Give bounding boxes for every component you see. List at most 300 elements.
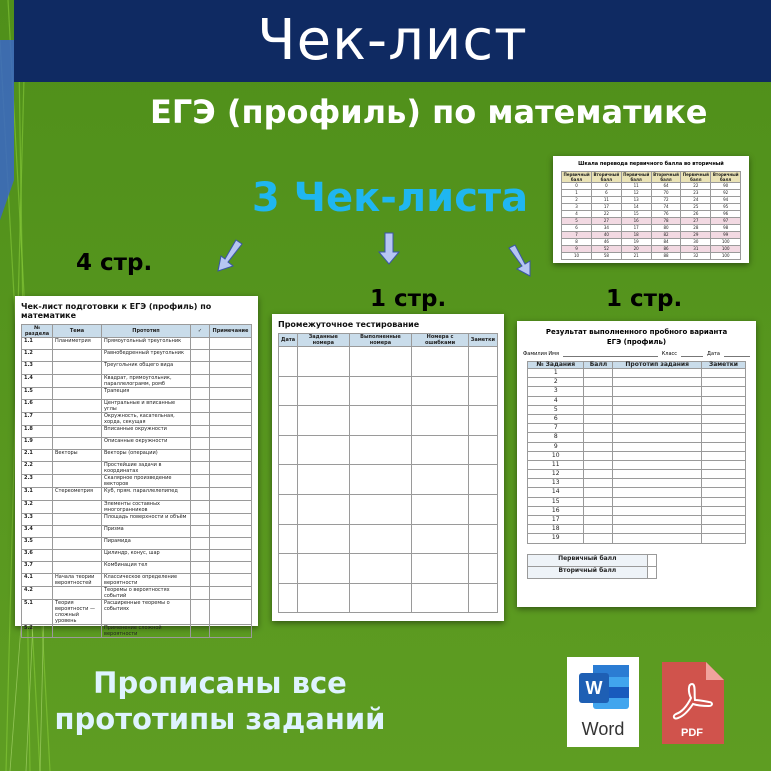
section-number: 1.5 <box>22 387 53 399</box>
prototype-cell: Окружность, касательная, хорда, секущая <box>102 412 191 425</box>
task-number: 8 <box>528 433 584 442</box>
trial-cell <box>702 396 746 405</box>
check-cell <box>191 625 210 638</box>
prototype-cell: Простейшие задачи в координатах <box>102 462 191 475</box>
note-cell <box>210 574 252 587</box>
scale-row <box>562 232 741 239</box>
scale-row <box>562 218 741 225</box>
interim-cell <box>468 494 497 524</box>
checklist-header-cell: Прототип <box>102 325 191 338</box>
scale-cell: 22 <box>592 211 622 218</box>
trial-cell <box>702 516 746 525</box>
interim-cell <box>468 583 497 613</box>
section-number: 3.1 <box>22 488 53 500</box>
trial-cell <box>584 405 613 414</box>
section-number: 1.7 <box>22 412 53 425</box>
checklist-row <box>22 537 252 549</box>
interim-cell <box>468 347 497 377</box>
interim-row <box>279 347 498 377</box>
trial-cell <box>584 525 613 534</box>
checklist-row <box>22 437 252 449</box>
scale-header-cell: Первичный балл <box>563 172 590 182</box>
check-cell <box>191 537 210 549</box>
trial-result-table <box>527 361 746 544</box>
trial-header-cell: Заметки <box>702 362 746 369</box>
checklist-row <box>22 525 252 537</box>
note-cell <box>210 625 252 638</box>
checklist-row <box>22 462 252 475</box>
prototype-cell: Центральные и вписанные углы <box>102 399 191 412</box>
checklist-row <box>22 374 252 387</box>
task-number: 15 <box>528 497 584 506</box>
scale-cell: 40 <box>592 232 622 239</box>
interim-row <box>279 406 498 436</box>
scale-row <box>562 211 741 218</box>
trial-result-title-line1: Результат выполненного пробного варианта <box>545 328 728 336</box>
interim-row <box>279 435 498 465</box>
scale-cell: 12 <box>621 190 651 197</box>
prototype-cell: Прямоугольный треугольник <box>102 338 191 350</box>
check-cell <box>191 500 210 513</box>
trial-cell <box>584 479 613 488</box>
scale-cell: 21 <box>621 253 651 260</box>
task-number: 9 <box>528 442 584 451</box>
topic-cell <box>53 550 102 562</box>
prototype-cell: Скалярное произведение векторов <box>102 475 191 488</box>
trial-cell <box>584 433 613 442</box>
scale-cell: 20 <box>621 246 651 253</box>
task-number: 19 <box>528 534 584 543</box>
checklist-row <box>22 425 252 437</box>
interim-header-cell: Выполненные номера <box>349 334 412 347</box>
scale-cell: 18 <box>621 232 651 239</box>
trial-cell <box>613 506 702 515</box>
checklist-row <box>22 350 252 362</box>
trial-cell <box>613 488 702 497</box>
interim-cell <box>468 435 497 465</box>
trial-cell <box>702 525 746 534</box>
scale-row <box>562 190 741 197</box>
note-cell <box>210 374 252 387</box>
trial-cell <box>702 424 746 433</box>
section-number: 5.1 <box>22 600 53 625</box>
scale-cell: 78 <box>651 218 681 225</box>
pages-label-middle: 1 стр. <box>370 286 447 312</box>
scale-cell: 31 <box>681 246 711 253</box>
scale-row <box>562 253 741 260</box>
section-number: 2.1 <box>22 450 53 462</box>
check-cell <box>191 513 210 525</box>
note-cell <box>210 513 252 525</box>
check-cell <box>191 562 210 574</box>
note-cell <box>210 525 252 537</box>
footer-text <box>30 665 410 737</box>
trial-row <box>528 387 746 396</box>
note-cell <box>210 387 252 399</box>
check-cell <box>191 362 210 374</box>
interim-header-cell: Номера с ошибками <box>412 334 468 347</box>
task-number: 6 <box>528 414 584 423</box>
prototype-cell: Теоремы о вероятностях событий <box>102 587 191 600</box>
word-label: Word <box>581 719 625 739</box>
check-cell <box>191 399 210 412</box>
scale-cell: 100 <box>711 253 741 260</box>
interim-cell <box>349 435 412 465</box>
summary-row <box>528 554 657 566</box>
summary-row <box>528 566 657 578</box>
checklist-title: Чек-лист подготовки к ЕГЭ (профиль) по математике <box>21 302 212 320</box>
check-cell <box>191 450 210 462</box>
check-cell <box>191 488 210 500</box>
section-number: 3.3 <box>22 513 53 525</box>
section-number: 4.2 <box>22 587 53 600</box>
note-cell <box>210 600 252 625</box>
interim-testing-table <box>278 333 498 613</box>
interim-row <box>279 465 498 495</box>
arrow-down-icon <box>377 232 401 266</box>
scale-row <box>562 246 741 253</box>
prototype-cell: Призма <box>102 525 191 537</box>
trial-header-cell: Прототип задания <box>613 362 702 369</box>
trial-row <box>528 497 746 506</box>
trial-cell <box>613 414 702 423</box>
prototype-cell: Куб, прям. параллелепипед <box>102 488 191 500</box>
task-number: 2 <box>528 378 584 387</box>
section-number: 3.2 <box>22 500 53 513</box>
interim-cell <box>412 406 468 436</box>
scale-cell: 76 <box>651 211 681 218</box>
topic-cell <box>53 525 102 537</box>
interim-cell <box>298 435 349 465</box>
trial-result-document-preview <box>517 321 756 607</box>
note-cell <box>210 362 252 374</box>
scale-cell: 8 <box>562 239 592 246</box>
task-number: 13 <box>528 479 584 488</box>
check-cell <box>191 462 210 475</box>
interim-cell <box>412 583 468 613</box>
score-scale-title: Шкала перевода первичного балла во вторичный <box>578 161 724 167</box>
scale-cell: 94 <box>711 197 741 204</box>
trial-cell <box>702 369 746 378</box>
check-cell <box>191 350 210 362</box>
topic-cell <box>53 537 102 549</box>
checklist-header-cell: № раздела <box>22 325 53 338</box>
scale-header-cell: Вторичный балл <box>653 172 679 182</box>
interim-cell <box>349 583 412 613</box>
scale-cell: 2 <box>562 197 592 204</box>
trial-row <box>528 534 746 543</box>
trial-cell <box>702 497 746 506</box>
check-cell <box>191 574 210 587</box>
prototype-cell: Векторы (операции) <box>102 450 191 462</box>
scale-cell: 24 <box>681 197 711 204</box>
scale-cell: 7 <box>562 232 592 239</box>
interim-cell <box>279 435 298 465</box>
trial-cell <box>584 506 613 515</box>
scale-cell: 80 <box>651 225 681 232</box>
scale-header-cell: Первичный балл <box>682 172 709 182</box>
note-cell <box>210 450 252 462</box>
topic-cell: Стереометрия <box>53 488 102 500</box>
scale-cell: 14 <box>621 204 651 211</box>
svg-text:W: W <box>585 678 603 698</box>
prototype-cell: Трапеция <box>102 387 191 399</box>
scale-cell: 6 <box>562 225 592 232</box>
topic-cell <box>53 387 102 399</box>
note-cell <box>210 425 252 437</box>
trial-cell <box>613 470 702 479</box>
scale-cell: 0 <box>592 183 622 190</box>
subtitle: ЕГЭ (профиль) по математике <box>150 93 708 131</box>
checklist-row <box>22 500 252 513</box>
prototype-cell: Применение сложной вероятности <box>102 625 191 638</box>
task-number: 4 <box>528 396 584 405</box>
scale-cell: 11 <box>621 183 651 190</box>
interim-cell <box>412 347 468 377</box>
note-cell <box>210 587 252 600</box>
scale-cell: 17 <box>621 225 651 232</box>
topic-cell <box>53 500 102 513</box>
note-cell <box>210 488 252 500</box>
interim-cell <box>468 406 497 436</box>
interim-row <box>279 376 498 406</box>
scale-cell: 9 <box>562 246 592 253</box>
scale-cell: 10 <box>562 253 592 260</box>
task-number: 17 <box>528 516 584 525</box>
trial-cell <box>613 516 702 525</box>
trial-cell <box>613 442 702 451</box>
scale-cell: 97 <box>711 218 741 225</box>
interim-cell <box>279 524 298 554</box>
scale-cell: 52 <box>592 246 622 253</box>
interim-cell <box>298 465 349 495</box>
note-cell <box>210 500 252 513</box>
note-cell <box>210 412 252 425</box>
check-cell <box>191 374 210 387</box>
section-number: 3.4 <box>22 525 53 537</box>
prototype-cell: Описанные окружности <box>102 437 191 449</box>
interim-cell <box>349 554 412 584</box>
trial-cell <box>584 396 613 405</box>
scale-cell: 95 <box>711 204 741 211</box>
prototype-cell: Классическое определение вероятности <box>102 574 191 587</box>
checklist-row <box>22 475 252 488</box>
trial-cell <box>613 451 702 460</box>
topic-cell: Начала теории вероятностей <box>53 574 102 587</box>
trial-cell <box>702 470 746 479</box>
interim-cell <box>298 347 349 377</box>
checklist-row <box>22 550 252 562</box>
scale-cell: 15 <box>621 211 651 218</box>
interim-testing-document-preview <box>272 314 504 621</box>
interim-cell <box>349 347 412 377</box>
interim-cell <box>468 465 497 495</box>
check-cell <box>191 412 210 425</box>
checklist-document-preview <box>15 296 258 638</box>
scale-row <box>562 183 741 190</box>
topic-cell <box>53 475 102 488</box>
trial-cell <box>702 479 746 488</box>
word-file-icon <box>567 657 639 747</box>
topic-cell <box>53 412 102 425</box>
prototype-cell: Расширенные теоремы о событиях <box>102 600 191 625</box>
trial-cell <box>613 479 702 488</box>
trial-row <box>528 479 746 488</box>
prototype-cell: Равнобедренный треугольник <box>102 350 191 362</box>
trial-cell <box>613 378 702 387</box>
trial-cell <box>613 387 702 396</box>
interim-cell <box>279 494 298 524</box>
interim-cell <box>468 524 497 554</box>
trial-row <box>528 414 746 423</box>
interim-header-cell: Дата <box>279 334 298 347</box>
trial-row <box>528 396 746 405</box>
interim-cell <box>349 465 412 495</box>
task-number: 7 <box>528 424 584 433</box>
trial-header-cell: № Задания <box>528 362 584 369</box>
trial-cell <box>702 433 746 442</box>
interim-cell <box>412 494 468 524</box>
trial-row <box>528 460 746 469</box>
prototype-cell: Пирамида <box>102 537 191 549</box>
scale-cell: 84 <box>651 239 681 246</box>
note-cell <box>210 338 252 350</box>
scale-header-cell: Вторичный балл <box>593 172 620 182</box>
scale-cell: 3 <box>562 204 592 211</box>
section-number: 1.9 <box>22 437 53 449</box>
scale-row <box>562 225 741 232</box>
trial-cell <box>584 460 613 469</box>
task-number: 18 <box>528 525 584 534</box>
score-scale-preview <box>553 156 749 263</box>
checklist-row <box>22 488 252 500</box>
interim-cell <box>412 376 468 406</box>
scale-cell: 32 <box>681 253 711 260</box>
scale-cell: 99 <box>711 232 741 239</box>
interim-cell <box>298 554 349 584</box>
check-cell <box>191 338 210 350</box>
trial-cell <box>613 424 702 433</box>
section-number: 1.2 <box>22 350 53 362</box>
trial-cell <box>613 433 702 442</box>
scale-cell: 26 <box>681 211 711 218</box>
scale-cell: 5 <box>562 218 592 225</box>
topic-cell: Планиметрия <box>53 338 102 350</box>
checklist-row <box>22 587 252 600</box>
trial-cell <box>613 534 702 543</box>
interim-cell <box>279 583 298 613</box>
task-number: 14 <box>528 488 584 497</box>
note-cell <box>210 562 252 574</box>
scale-cell: 1 <box>562 190 592 197</box>
trial-cell <box>613 405 702 414</box>
trial-cell <box>702 451 746 460</box>
note-cell <box>210 350 252 362</box>
pdf-file-icon <box>658 660 726 746</box>
scale-cell: 96 <box>711 211 741 218</box>
word-logo-icon <box>567 657 639 715</box>
page-title-banner <box>14 0 771 82</box>
checklist-header-cell: ✓ <box>191 325 210 338</box>
section-number: 1.4 <box>22 374 53 387</box>
topic-cell <box>53 437 102 449</box>
trial-cell <box>584 497 613 506</box>
scale-cell: 0 <box>562 183 592 190</box>
checklist-header-cell: Тема <box>53 325 102 338</box>
topic-cell <box>53 462 102 475</box>
scale-cell: 30 <box>681 239 711 246</box>
check-cell <box>191 437 210 449</box>
check-cell <box>191 475 210 488</box>
check-cell <box>191 587 210 600</box>
interim-row <box>279 554 498 584</box>
section-number: 5.2 <box>22 625 53 638</box>
interim-cell <box>412 524 468 554</box>
trial-cell <box>613 525 702 534</box>
interim-row <box>279 583 498 613</box>
prototype-cell: Площадь поверхности и объём <box>102 513 191 525</box>
trial-header-cell: Балл <box>584 362 613 369</box>
checklist-header-cell: Примечание <box>210 325 252 338</box>
checklist-count-label: 3 Чек-листа <box>251 175 529 221</box>
trial-row <box>528 424 746 433</box>
pdf-label: PDF <box>681 727 703 739</box>
scale-cell: 100 <box>711 239 741 246</box>
scale-cell: 58 <box>592 253 622 260</box>
trial-cell <box>702 405 746 414</box>
interim-testing-title: Промежуточное тестирование <box>278 320 420 329</box>
scale-cell: 23 <box>681 190 711 197</box>
topic-cell <box>53 399 102 412</box>
scale-cell: 82 <box>651 232 681 239</box>
task-number: 10 <box>528 451 584 460</box>
summary-label: Вторичный балл <box>528 566 648 578</box>
trial-cell <box>702 460 746 469</box>
trial-row <box>528 433 746 442</box>
trial-cell <box>702 442 746 451</box>
pages-label-right: 1 стр. <box>606 286 683 312</box>
checklist-row <box>22 600 252 625</box>
section-number: 3.6 <box>22 550 53 562</box>
scale-cell: 29 <box>681 232 711 239</box>
scale-cell: 6 <box>592 190 622 197</box>
check-cell <box>191 600 210 625</box>
scale-cell: 4 <box>562 211 592 218</box>
scale-row <box>562 204 741 211</box>
scale-cell: 88 <box>651 253 681 260</box>
section-number: 2.3 <box>22 475 53 488</box>
trial-cell <box>584 470 613 479</box>
trial-row <box>528 405 746 414</box>
interim-row <box>279 524 498 554</box>
trial-cell <box>584 414 613 423</box>
trial-cell <box>702 378 746 387</box>
note-cell <box>210 550 252 562</box>
pages-label-left: 4 стр. <box>76 250 153 276</box>
topic-cell <box>53 625 102 638</box>
scale-cell: 70 <box>651 190 681 197</box>
scale-cell: 64 <box>651 183 681 190</box>
section-number: 2.2 <box>22 462 53 475</box>
interim-row <box>279 494 498 524</box>
trial-cell <box>702 414 746 423</box>
scale-cell: 92 <box>711 190 741 197</box>
section-number: 4.1 <box>22 574 53 587</box>
note-cell <box>210 437 252 449</box>
section-number: 3.7 <box>22 562 53 574</box>
trial-cell <box>584 424 613 433</box>
interim-cell <box>412 554 468 584</box>
